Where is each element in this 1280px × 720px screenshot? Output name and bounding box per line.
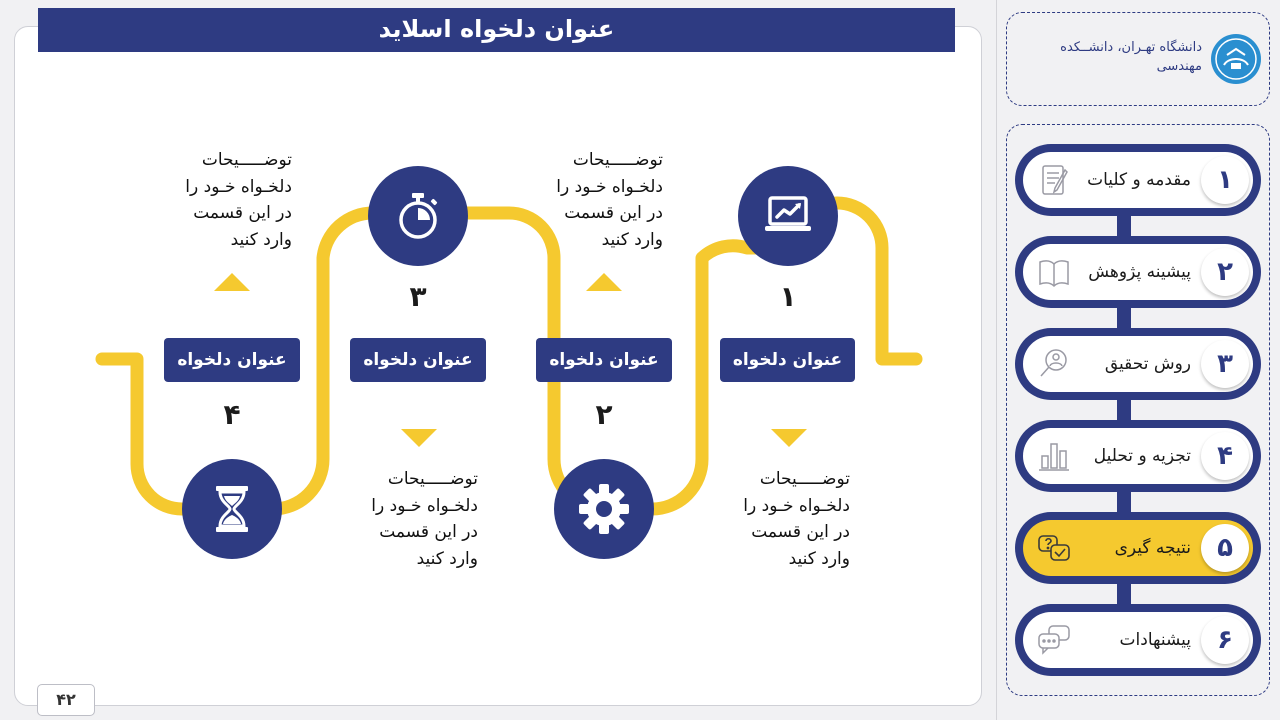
- chat-bubbles-icon: [1037, 622, 1071, 658]
- menu-item-number: ۵: [1201, 524, 1249, 572]
- step-4-circle: [182, 459, 282, 559]
- menu-item-number: ۲: [1201, 248, 1249, 296]
- menu-item-label: پیشنهادات: [1119, 630, 1191, 650]
- step-1-description: توضـــــیحات دلخـواه خـود را در این قسمت وارد کنید: [743, 469, 850, 569]
- menu-item-number: ۳: [1201, 340, 1249, 388]
- menu-item-number: ۱: [1201, 156, 1249, 204]
- step-3-title: عنوان دلخواه: [350, 338, 486, 382]
- menu-item-label: مقدمه و کلیات: [1087, 170, 1191, 190]
- hourglass-icon: [212, 484, 252, 534]
- stopwatch-icon: [393, 191, 443, 241]
- document-edit-icon: [1037, 162, 1071, 198]
- slide-title: عنوان دلخواه اسلاید: [38, 8, 955, 52]
- step-2-pointer: [586, 273, 622, 291]
- university-name: دانشگاه تهـران، دانشــکده مهندسی: [1060, 40, 1202, 74]
- menu-item-number: ۶: [1201, 616, 1249, 664]
- step-2-number: ۲: [595, 398, 613, 431]
- menu-item-suggestions[interactable]: [1015, 604, 1261, 676]
- magnifier-person-icon: [1037, 346, 1071, 382]
- menu-item-conclusion[interactable]: [1015, 512, 1261, 584]
- step-3-description: توضـــــیحات دلخـواه خـود را در این قسمت وارد کنید: [371, 469, 478, 569]
- step-1-pointer: [771, 429, 807, 447]
- gear-icon: [577, 482, 631, 536]
- step-3-pointer: [401, 429, 437, 447]
- step-4-number: ۴: [223, 398, 241, 431]
- menu-item-label: پیشینه پژوهش: [1088, 262, 1191, 282]
- page-number: ۴۲: [37, 684, 95, 716]
- menu-item-number: ۴: [1201, 432, 1249, 480]
- step-1-number: ۱: [779, 280, 797, 313]
- step-2-circle: [554, 459, 654, 559]
- menu-item-literature[interactable]: [1015, 236, 1261, 308]
- laptop-chart-icon: [762, 194, 814, 238]
- menu-item-label: تجزیه و تحلیل: [1093, 446, 1191, 466]
- step-3-circle: [368, 166, 468, 266]
- menu-item-label: نتیجه گیری: [1114, 538, 1191, 558]
- step-4-title: عنوان دلخواه: [164, 338, 300, 382]
- step-4-description: توضـــــیحات دلخـواه خـود را در این قسمت وارد کنید: [185, 150, 292, 250]
- open-book-icon: [1037, 254, 1071, 290]
- university-of-tehran-logo: [1211, 34, 1261, 84]
- speech-question-check-icon: [1037, 530, 1071, 566]
- step-2-description: توضـــــیحات دلخـواه خـود را در این قسمت وارد کنید: [556, 150, 663, 250]
- step-1-title: عنوان دلخواه: [720, 338, 855, 382]
- step-2-title: عنوان دلخواه: [536, 338, 672, 382]
- menu-item-label: روش تحقیق: [1104, 354, 1191, 374]
- step-1-circle: [738, 166, 838, 266]
- menu-item-introduction[interactable]: [1015, 144, 1261, 216]
- menu-item-analysis[interactable]: [1015, 420, 1261, 492]
- step-3-number: ۳: [409, 280, 427, 313]
- menu-item-methodology[interactable]: [1015, 328, 1261, 400]
- bar-chart-icon: [1037, 438, 1071, 474]
- step-4-pointer: [214, 273, 250, 291]
